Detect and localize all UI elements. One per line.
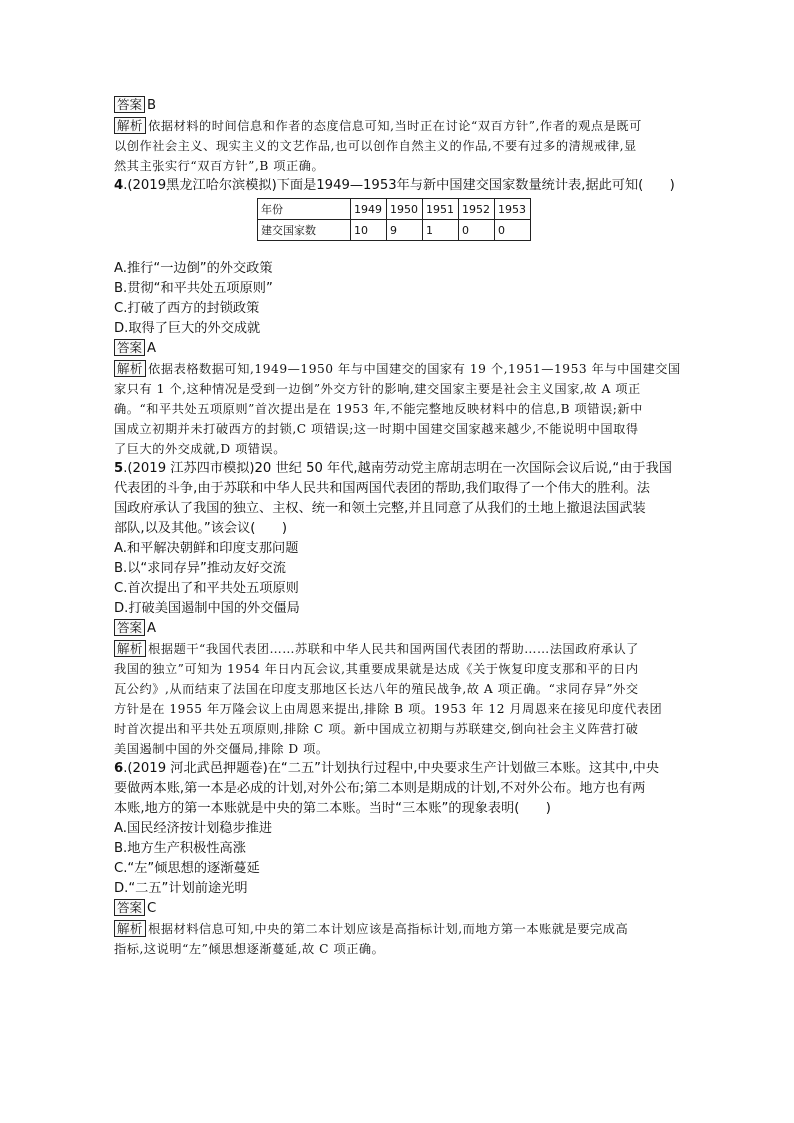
q6-analysis-line: 解析 根据材料信息可知,中央的第二本计划应该是高指标计划,而地方第一本账就是要完成高	[114, 919, 684, 939]
q5-analysis-line: 美国遏制中国的外交僵局,排除 D 项。	[114, 742, 329, 756]
table-cell: 1949	[351, 199, 387, 220]
option-b: B.以“求同存异”推动友好交流	[114, 561, 286, 576]
q6-analysis-line: 指标,这说明“左”倾思想逐渐蔓延,故 C 项正确。	[114, 942, 385, 956]
q5-analysis-line: 方针是在 1955 年万隆会议上由周恩来提出,排除 B 项。1953 年 12 月周恩来在接见印度代表团	[114, 702, 663, 716]
answer-value: B	[147, 98, 157, 113]
q4-analysis-line: 家只有 1 个,这种情况是受到一边倒”外交方针的影响,建交国家主要是社会主义国家,故 A 项正	[114, 382, 641, 396]
table-cell: 1	[423, 220, 459, 241]
table-cell: 0	[495, 220, 531, 241]
q6-stem-line: 要做两本账,第一本是必成的计划,对外公布;第二本则是期成的计划,不对外公布。地方也有两	[114, 781, 646, 796]
q6-answer	[114, 899, 684, 919]
option-d: D.“二五”计划前途光明	[114, 881, 248, 896]
option-d: D.取得了巨大的外交成就	[114, 321, 261, 336]
table-row	[258, 220, 531, 241]
q4-data-table	[257, 198, 531, 241]
answer-label: 答案	[114, 619, 145, 636]
q6-stem: 6.(2019 河北武邑押题卷)在“二五”计划执行过程中,中央要求生产计划做三本账。这其中,中央	[114, 761, 660, 776]
table-row	[258, 199, 531, 220]
q4-answer	[114, 339, 684, 359]
q5-stem: 5.(2019 江苏四市模拟)20 世纪 50 年代,越南劳动党主席胡志明在一次国际会议后说,“由于我国	[114, 461, 672, 476]
q5-stem-line: 部队,以及其他。”该会议( )	[114, 521, 287, 536]
answer-value: A	[147, 341, 157, 356]
option-a: A.国民经济按计划稳步推进	[114, 821, 273, 836]
answer-label: 答案	[114, 96, 145, 113]
q5-stem-line: 代表团的斗争,由于苏联和中华人民共和国两国代表团的帮助,我们取得了一个伟大的胜利。法	[114, 481, 650, 496]
table-cell: 1951	[423, 199, 459, 220]
table-cell: 10	[351, 220, 387, 241]
table-header-cell: 年份	[258, 199, 351, 220]
option-d: D.打破美国遏制中国的外交僵局	[114, 601, 300, 616]
question-number: 6	[114, 761, 124, 776]
option-c: C.首次提出了和平共处五项原则	[114, 581, 299, 596]
q4-analysis-line: 确。“和平共处五项原则”首次提出是在 1953 年,不能完整地反映材料中的信息,B 项错误;新中	[114, 402, 643, 416]
q5-analysis-line: 我国的独立”可知为 1954 年日内瓦会议,其重要成果就是达成《关于恢复印度支那和平的日内	[114, 662, 639, 676]
table-cell: 9	[387, 220, 423, 241]
answer-label: 答案	[114, 899, 145, 916]
analysis-label: 解析	[114, 920, 146, 937]
table-cell: 1952	[459, 199, 495, 220]
q3-analysis-line: 解析 依据材料的时间信息和作者的态度信息可知,当时正在讨论“双百方针”,作者的观点是既可	[114, 116, 684, 136]
table-cell: 0	[459, 220, 495, 241]
question-number: 4	[114, 178, 124, 193]
document-page	[114, 96, 684, 959]
answer-label: 答案	[114, 339, 145, 356]
table-header-cell: 建交国家数	[258, 220, 351, 241]
q3-analysis-line: 然其主张实行“双百方针”,B 项正确。	[114, 159, 325, 173]
analysis-label: 解析	[114, 360, 146, 377]
q5-analysis-line: 解析 根据题干“我国代表团……苏联和中华人民共和国两国代表团的帮助……法国政府承认了	[114, 639, 684, 659]
q5-analysis-line: 时首次提出和平共处五项原则,排除 C 项。新中国成立初期与苏联建交,倒向社会主义阵营打破	[114, 722, 639, 736]
q3-answer	[114, 96, 684, 116]
option-b: B.贯彻“和平共处五项原则”	[114, 281, 273, 296]
option-a: A.和平解决朝鲜和印度支那问题	[114, 541, 299, 556]
q4-analysis-line: 解析 依据表格数据可知,1949—1950 年与中国建交的国家有 19 个,1951—1953 年与中国建交国	[114, 359, 684, 379]
q6-stem-line: 本账,地方的第一本账就是中央的第二本账。当时“三本账”的现象表明( )	[114, 801, 551, 816]
q4-stem: 4.(2019黑龙江哈尔滨模拟)下面是1949—1953年与新中国建交国家数量统计表,据此可知( )	[114, 178, 675, 193]
q5-stem-line: 国政府承认了我国的独立、主权、统一和领土完整,并且同意了从我们的土地上撤退法国武装	[114, 501, 646, 516]
q5-analysis-line: 瓦公约》,从而结束了法国在印度支那地区长达八年的殖民战争,故 A 项正确。“求同存异”外交	[114, 682, 639, 696]
q4-analysis-line: 了巨大的外交成就,D 项错误。	[114, 442, 287, 456]
table-cell: 1953	[495, 199, 531, 220]
option-b: B.地方生产积极性高涨	[114, 841, 246, 856]
table-cell: 1950	[387, 199, 423, 220]
analysis-label: 解析	[114, 117, 146, 134]
answer-value: A	[147, 621, 157, 636]
q4-analysis-line: 国成立初期并未打破西方的封锁,C 项错误;这一时期中国建交国家越来越少,不能说明中国取得	[114, 422, 639, 436]
option-c: C.打破了西方的封锁政策	[114, 301, 260, 316]
option-a: A.推行“一边倒”的外交政策	[114, 261, 273, 276]
answer-value: C	[147, 901, 157, 916]
q5-answer	[114, 619, 684, 639]
question-number: 5	[114, 461, 124, 476]
analysis-label: 解析	[114, 640, 146, 657]
option-c: C.“左”倾思想的逐渐蔓延	[114, 861, 260, 876]
q3-analysis-line: 以创作社会主义、现实主义的文艺作品,也可以创作自然主义的作品,不要有过多的清规戒律,显	[114, 139, 637, 153]
